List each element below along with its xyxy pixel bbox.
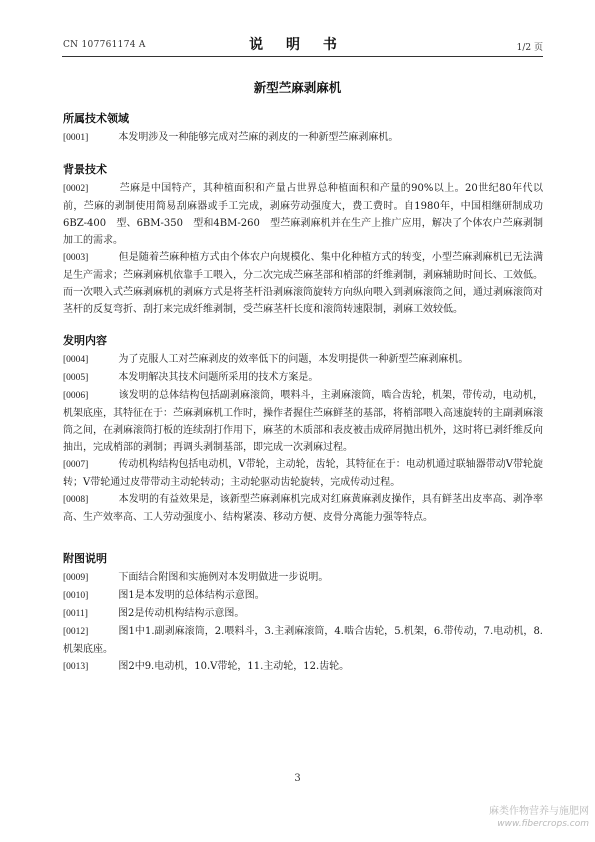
watermark-site-name: 麻类作物营养与施肥网 xyxy=(489,806,589,817)
paragraph xyxy=(63,491,543,526)
header-divider xyxy=(62,56,543,57)
paragraph xyxy=(63,569,543,587)
page-indicator: 1/2 页 xyxy=(516,43,543,53)
paragraph-number: [0011] xyxy=(63,609,88,619)
paragraph-text: 图2中9.电动机，10.V带轮，11.主动轮，12.齿轮。 xyxy=(98,661,350,672)
paragraph-number: [0005] xyxy=(63,373,89,383)
paragraph-number: [0001] xyxy=(63,133,89,143)
paragraph xyxy=(63,456,543,491)
paragraph-text: 本发明解决其技术问题所采用的技术方案是。 xyxy=(98,372,319,383)
paragraph-text: 该发明的总体结构包括副剥麻滚筒，喂料斗，主剥麻滚筒，啮合齿轮，机架，带传动，电动机，机架底座，其特征在于：苎麻剥麻机工作时，操作者握住苎麻鲜茎的基部，将梢部喂入高速旋转的主副剥麻滚筒之间，在剥麻滚筒打板的连续刮打作用下，麻茎的木质部和表皮被击成碎屑抛出机外，这时将已剥纤维反向抽出，完成梢部的剥制；再调头剥制基部，即完成一次剥麻过程。 xyxy=(63,390,543,453)
paragraph-text: 本发明的有益效果是，该新型苎麻剥麻机完成对红麻黄麻剥皮操作，具有鲜茎出皮率高、剥净率高、生产效率高、工人劳动强度小、结构紧凑、移动方便、皮骨分离能力强等特点。 xyxy=(63,494,543,523)
paragraph xyxy=(63,605,543,623)
paragraph-text: 下面结合附图和实施例对本发明做进一步说明。 xyxy=(98,572,329,583)
paragraph-text: 图1是本发明的总体结构示意图。 xyxy=(98,590,265,601)
paragraph xyxy=(63,623,543,658)
paragraph-number: [0004] xyxy=(63,355,89,365)
paragraph-number: [0013] xyxy=(63,662,89,672)
paragraph xyxy=(63,180,543,249)
paragraph-text: 但是随着苎麻种植方式由个体农户向规模化、集中化种植方式的转变，小型苎麻剥麻机已无法满足生产需求；苎麻剥麻机依靠手工喂入，分二次完成苎麻茎部和梢部的纤维剥制，剥麻辅助时间长、工效低。而一次喂入式苎麻剥麻机的剥麻方式是将茎杆沿剥麻滚筒旋转方向纵向喂入到剥麻滚筒之间，通过剥麻滚筒对茎杆的反复弯折、刮打来完成纤维剥制，受苎麻茎杆长度和滚筒转速限制，剥麻工效较低。 xyxy=(63,252,543,315)
section-heading: 附图说明 xyxy=(63,552,107,565)
watermark-url: www.fibercrops.com xyxy=(497,819,589,829)
document-type-heading: 说 明 书 xyxy=(249,37,346,53)
document-title: 新型苎麻剥麻机 xyxy=(253,80,342,95)
paragraph-number: [0008] xyxy=(63,495,89,505)
document-body xyxy=(63,110,543,676)
section-heading: 所属技术领域 xyxy=(63,112,129,125)
paragraph xyxy=(63,351,543,369)
paragraph-number: [0006] xyxy=(63,391,89,401)
section-technical-field xyxy=(63,110,543,147)
paragraph xyxy=(63,369,543,387)
section-invention-content xyxy=(63,332,543,526)
paragraph xyxy=(63,249,543,318)
watermark xyxy=(489,806,589,830)
paragraph-number: [0003] xyxy=(63,253,89,263)
paragraph-text: 图1中1.副剥麻滚筒，2.喂料斗，3.主剥麻滚筒，4.啮合齿轮，5.机架，6.带传动，7.电动机，8.机架底座。 xyxy=(63,626,543,655)
paragraph xyxy=(63,387,543,456)
paragraph xyxy=(63,129,543,147)
section-heading: 发明内容 xyxy=(63,334,107,347)
paragraph-text: 传动机构结构包括电动机，V带轮，主动轮，齿轮，其特征在于：电动机通过联轴器带动V带轮旋转；V带轮通过皮带带动主动轮转动；主动轮驱动齿轮旋转，完成传动过程。 xyxy=(63,459,543,488)
section-heading: 背景技术 xyxy=(63,163,107,176)
paragraph-number: [0007] xyxy=(63,460,89,470)
paragraph-text: 为了克服人工对苎麻剥皮的效率低下的问题，本发明提供一种新型苎麻剥麻机。 xyxy=(98,354,469,365)
section-background xyxy=(63,161,543,318)
paragraph-number: [0010] xyxy=(63,591,89,601)
paragraph-text: 本发明涉及一种能够完成对苎麻的剥皮的一种新型苎麻剥麻机。 xyxy=(98,132,399,143)
patent-number: CN 107761174 A xyxy=(63,40,146,50)
paragraph xyxy=(63,658,543,676)
paragraph xyxy=(63,587,543,605)
paragraph-text: 图2是传动机构结构示意图。 xyxy=(97,608,245,619)
paragraph-text: 苎麻是中国特产，其种植面积和产量占世界总种植面积和产量的90%以上。20世纪80年代以前，苎麻的剥制使用简易刮麻器或手工完成，剥麻劳动强度大，费工费时。自1980年，中国相继研制成功6BZ-400 型、6BM-350 型和4BM-260 型苎麻剥麻机并在生产上推广应用，解决了个体农户苎麻剥制加工的需求。 xyxy=(63,183,543,246)
paragraph-number: [0009] xyxy=(63,573,89,583)
section-drawings-description xyxy=(63,550,543,676)
paragraph-number: [0012] xyxy=(63,627,89,637)
page-number: 3 xyxy=(294,773,301,784)
paragraph-number: [0002] xyxy=(63,184,89,194)
